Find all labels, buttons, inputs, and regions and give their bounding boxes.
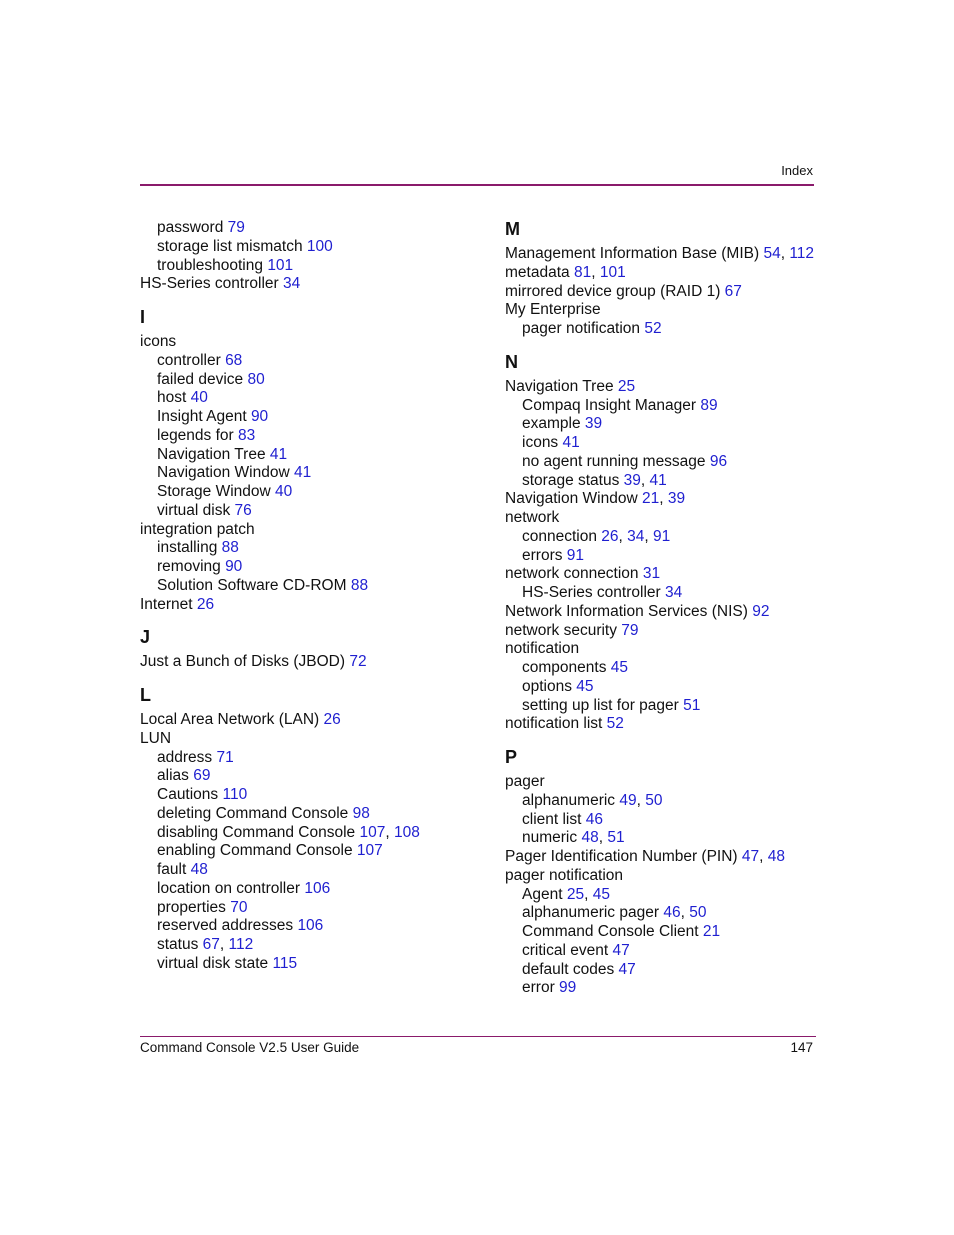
page-link[interactable]: 34: [627, 527, 645, 545]
index-subentry: [157, 861, 208, 879]
index-term: Internet: [140, 595, 193, 613]
page-link[interactable]: 54: [763, 245, 781, 262]
page-link[interactable]: 72: [349, 653, 367, 671]
page-link[interactable]: 21: [702, 923, 721, 940]
index-entry: [140, 596, 214, 614]
index-letter-heading: I: [140, 307, 146, 327]
index-subentry: [157, 464, 311, 482]
page-link[interactable]: 47: [741, 848, 760, 865]
page-link[interactable]: 90: [250, 408, 269, 425]
document-title: Command Console V2.5 User Guide: [140, 1040, 360, 1055]
index-entry: Management Information Base (MIB) 54, 112: [505, 245, 815, 262]
index-subentry: [157, 577, 368, 595]
page-link[interactable]: 100: [306, 237, 333, 255]
page-link[interactable]: 45: [576, 677, 594, 695]
index-term: Local Area Network (LAN): [140, 711, 320, 728]
page-link[interactable]: 115: [272, 954, 298, 972]
index-subentry: [522, 584, 682, 602]
index-entry: [140, 333, 176, 351]
index-term: failed device: [157, 370, 244, 388]
index-subentry: [157, 955, 297, 973]
page-link[interactable]: 47: [618, 960, 636, 978]
index-term: Compaq Insight Manager: [522, 396, 697, 414]
page-link[interactable]: 88: [221, 539, 239, 557]
page-link[interactable]: 98: [352, 804, 370, 822]
page-link[interactable]: 106: [297, 917, 324, 935]
index-term: integration patch: [140, 520, 255, 538]
index-term: Solution Software CD-ROM: [157, 576, 347, 594]
page-link[interactable]: 49: [619, 791, 637, 809]
index-letter-heading: L: [140, 685, 151, 705]
section-label: Index: [781, 163, 813, 178]
page-link[interactable]: 69: [193, 767, 211, 785]
page-link[interactable]: 52: [644, 320, 662, 337]
index-entry: [505, 565, 660, 583]
index-subentry: [157, 749, 234, 767]
page-link[interactable]: 101: [267, 256, 294, 274]
page-link[interactable]: 41: [294, 464, 312, 482]
page-link[interactable]: 26: [601, 527, 619, 545]
index-entry: [140, 653, 367, 671]
index-subentry: [157, 558, 242, 576]
page-link[interactable]: 90: [225, 558, 243, 575]
index-term: removing: [157, 558, 221, 575]
index-term: Pager Identification Number (PIN): [505, 848, 738, 865]
index-entry: [505, 283, 742, 301]
index-subentry: alphanumeric pager 46, 50: [522, 904, 707, 922]
index-entry: Pager Identification Number (PIN) 47, 48: [505, 848, 786, 865]
page-link[interactable]: 45: [610, 659, 629, 676]
index-subentry: [522, 415, 602, 433]
index-term: Management Information Base (MIB): [505, 245, 760, 262]
page-link[interactable]: 39: [667, 490, 686, 508]
index-term: connection: [522, 527, 597, 545]
index-subentry: [522, 659, 628, 677]
index-term: default codes: [522, 960, 615, 978]
index-entry: [140, 275, 300, 293]
index-subentry: [157, 805, 370, 823]
index-term: alias: [157, 767, 189, 785]
index-term: storage status: [522, 471, 620, 489]
page-link[interactable]: 67: [202, 936, 220, 953]
page-link[interactable]: 34: [283, 275, 301, 293]
index-subentry: [522, 697, 700, 715]
index-subentry: [157, 352, 242, 370]
index-term: errors: [522, 546, 563, 564]
index-term: components: [522, 659, 607, 676]
page-link[interactable]: 50: [645, 791, 663, 809]
index-term: virtual disk: [157, 501, 231, 519]
index-subentry: [157, 483, 292, 501]
page-link[interactable]: 79: [621, 621, 639, 639]
page-link[interactable]: 101: [599, 263, 626, 281]
page-link[interactable]: 34: [665, 584, 683, 601]
page-link[interactable]: 76: [234, 501, 252, 519]
index-term: Agent: [522, 885, 563, 903]
index-subentry: numeric 48, 51: [522, 829, 625, 847]
page-link[interactable]: 48: [767, 848, 786, 865]
index-entry: [505, 773, 545, 791]
index-term: alphanumeric pager: [522, 904, 660, 922]
footer-rule: [140, 1036, 816, 1037]
index-entry: [140, 521, 255, 539]
page-link[interactable]: 110: [222, 786, 248, 803]
index-term: disabling Command Console: [157, 823, 356, 841]
index-entry: [140, 711, 341, 729]
index-term: controller: [157, 351, 221, 369]
page-link[interactable]: 25: [617, 377, 636, 395]
page-number: 147: [790, 1040, 813, 1055]
page-link[interactable]: 48: [581, 829, 599, 847]
page-link[interactable]: 31: [642, 565, 661, 583]
index-subentry: [522, 320, 662, 338]
index-subentry: [522, 942, 630, 960]
index-term: Navigation Tree: [505, 377, 614, 395]
page-link[interactable]: 40: [190, 389, 208, 407]
page-link[interactable]: 48: [190, 861, 208, 878]
index-entry: [140, 730, 171, 748]
page-link[interactable]: 106: [304, 879, 331, 897]
index-subentry: [522, 678, 594, 696]
page-link[interactable]: 39: [584, 415, 603, 433]
page-link[interactable]: 46: [663, 904, 681, 922]
page-link[interactable]: 91: [653, 527, 671, 545]
index-term: Command Console Client: [522, 923, 699, 940]
index-subentry: [157, 238, 333, 256]
index-term: network: [505, 509, 560, 526]
index-term: host: [157, 389, 187, 407]
index-term: metadata: [505, 263, 570, 281]
index-subentry: storage status 39, 41: [522, 471, 667, 489]
index-letter-heading: J: [140, 627, 151, 648]
index-entry: Navigation Window 21, 39: [505, 490, 686, 508]
index-subentry: [157, 842, 383, 860]
index-subentry: [157, 427, 255, 445]
page-link[interactable]: 99: [559, 979, 577, 997]
index-term: Storage Window: [157, 483, 271, 500]
index-entry: [505, 603, 769, 621]
page-link[interactable]: 107: [356, 842, 383, 860]
index-subentry: [157, 389, 208, 407]
page-link[interactable]: 91: [566, 546, 585, 564]
page-link[interactable]: 51: [683, 696, 701, 714]
index-letter-heading: M: [505, 219, 520, 239]
index-term: network security: [505, 621, 617, 639]
page-link[interactable]: 50: [689, 904, 707, 922]
index-term: fault: [157, 861, 187, 878]
page-link[interactable]: 89: [700, 396, 718, 414]
index-subentry: [157, 257, 293, 275]
index-term: HS-Series controller: [522, 584, 661, 601]
page-link[interactable]: 46: [585, 810, 603, 828]
index-subentry: disabling Command Console 107, 108: [157, 823, 420, 841]
page-link[interactable]: 52: [606, 715, 624, 733]
index-subentry: [157, 899, 248, 917]
page-link[interactable]: 88: [350, 576, 369, 594]
page-link[interactable]: 40: [275, 483, 293, 500]
index-entry: [505, 509, 559, 527]
index-entry: [505, 622, 639, 640]
page-link[interactable]: 83: [238, 426, 256, 444]
page-link[interactable]: 47: [612, 941, 630, 959]
index-term: Just a Bunch of Disks (JBOD): [140, 653, 346, 671]
index-subentry: [522, 397, 718, 415]
index-subentry: Agent 25, 45: [522, 885, 610, 903]
index-subentry: [157, 786, 247, 804]
index-subentry: [157, 917, 323, 935]
index-entry: [505, 640, 579, 658]
index-subentry: connection 26, 34, 91: [522, 527, 671, 545]
index-entry: [505, 378, 635, 396]
index-entry: [505, 867, 623, 885]
index-term: My Enterprise: [505, 301, 601, 319]
index-term: enabling Command Console: [157, 842, 353, 860]
index-term: no agent running message: [522, 452, 706, 470]
index-entry: [505, 715, 624, 733]
page-link[interactable]: 67: [724, 282, 742, 300]
index-term: pager notification: [505, 866, 624, 884]
index-subentry: [157, 408, 268, 426]
index-term: Navigation Window: [505, 490, 638, 508]
index-term: Cautions: [157, 786, 219, 803]
header-rule: [140, 184, 814, 186]
index-term: Navigation Tree: [157, 445, 266, 463]
index-subentry: [522, 961, 636, 979]
page-link[interactable]: 68: [225, 351, 243, 369]
page-link[interactable]: 108: [393, 823, 420, 841]
index-term: notification: [505, 640, 580, 658]
page-link[interactable]: 81: [573, 263, 592, 281]
index-subentry: [522, 434, 580, 452]
page-link[interactable]: 25: [566, 885, 585, 903]
index-subentry: status 67, 112: [157, 936, 254, 953]
index-entry: [505, 301, 601, 319]
index-term: icons: [140, 333, 177, 350]
index-subentry: [157, 539, 239, 557]
index-term: virtual disk state: [157, 954, 269, 972]
index-subentry: [157, 219, 245, 237]
index-subentry: [522, 923, 720, 941]
index-term: example: [522, 415, 581, 433]
page-link[interactable]: 51: [607, 829, 625, 847]
index-letter-heading: N: [505, 351, 518, 372]
index-term: icons: [522, 434, 559, 451]
index-subentry: [157, 446, 287, 464]
index-term: options: [522, 677, 572, 695]
page-link[interactable]: 96: [709, 452, 728, 470]
index-term: reserved addresses: [157, 917, 294, 935]
index-term: password: [157, 219, 224, 236]
page-link[interactable]: 41: [269, 445, 288, 463]
page-link[interactable]: 92: [752, 602, 770, 620]
page-link[interactable]: 112: [789, 245, 815, 262]
index-term: pager: [505, 773, 545, 790]
index-term: alphanumeric: [522, 791, 616, 809]
index-term: numeric: [522, 829, 578, 847]
index-entry: metadata 81, 101: [505, 263, 626, 281]
index-term: Insight Agent: [157, 408, 247, 425]
index-term: legends for: [157, 426, 234, 444]
index-term: storage list mismatch: [157, 237, 303, 255]
index-subentry: [157, 880, 330, 898]
index-term: network connection: [505, 565, 639, 583]
index-term: address: [157, 748, 213, 766]
index-subentry: [157, 371, 265, 389]
index-term: LUN: [140, 729, 172, 747]
page-link[interactable]: 107: [359, 823, 386, 841]
page-link[interactable]: 80: [247, 370, 265, 388]
page-link[interactable]: 45: [592, 885, 610, 903]
index-term: error: [522, 979, 555, 997]
index-subentry: [522, 979, 576, 997]
index-term: properties: [157, 898, 226, 916]
page-link[interactable]: 70: [230, 898, 248, 916]
index-term: location on controller: [157, 879, 301, 897]
index-term: Navigation Window: [157, 464, 290, 482]
index-term: HS-Series controller: [140, 275, 279, 293]
index-term: pager notification: [522, 320, 641, 337]
page-link[interactable]: 26: [196, 595, 215, 613]
index-letter-heading: P: [505, 747, 518, 767]
index-subentry: alphanumeric 49, 50: [522, 791, 663, 809]
page-link[interactable]: 26: [323, 711, 341, 728]
index-term: deleting Command Console: [157, 804, 349, 822]
index-subentry: [522, 453, 727, 471]
index-term: installing: [157, 539, 218, 557]
index-term: client list: [522, 810, 582, 828]
page-link[interactable]: 39: [623, 471, 641, 489]
index-subentry: [157, 502, 252, 520]
index-term: mirrored device group (RAID 1): [505, 282, 721, 300]
page-link[interactable]: 41: [649, 471, 667, 489]
page-link[interactable]: 41: [562, 434, 580, 451]
index-subentry: [522, 811, 603, 829]
index-term: status: [157, 936, 199, 953]
index-term: setting up list for pager: [522, 696, 679, 714]
index-term: Network Information Services (NIS): [505, 602, 748, 620]
index-term: notification list: [505, 715, 603, 733]
page-link[interactable]: 71: [216, 748, 234, 766]
page-link[interactable]: 21: [642, 490, 660, 508]
index-term: critical event: [522, 941, 609, 959]
page-link[interactable]: 112: [228, 936, 254, 953]
index-term: troubleshooting: [157, 256, 263, 274]
index-subentry: [157, 767, 210, 785]
index-subentry: [522, 547, 584, 565]
page-link[interactable]: 79: [227, 219, 245, 236]
